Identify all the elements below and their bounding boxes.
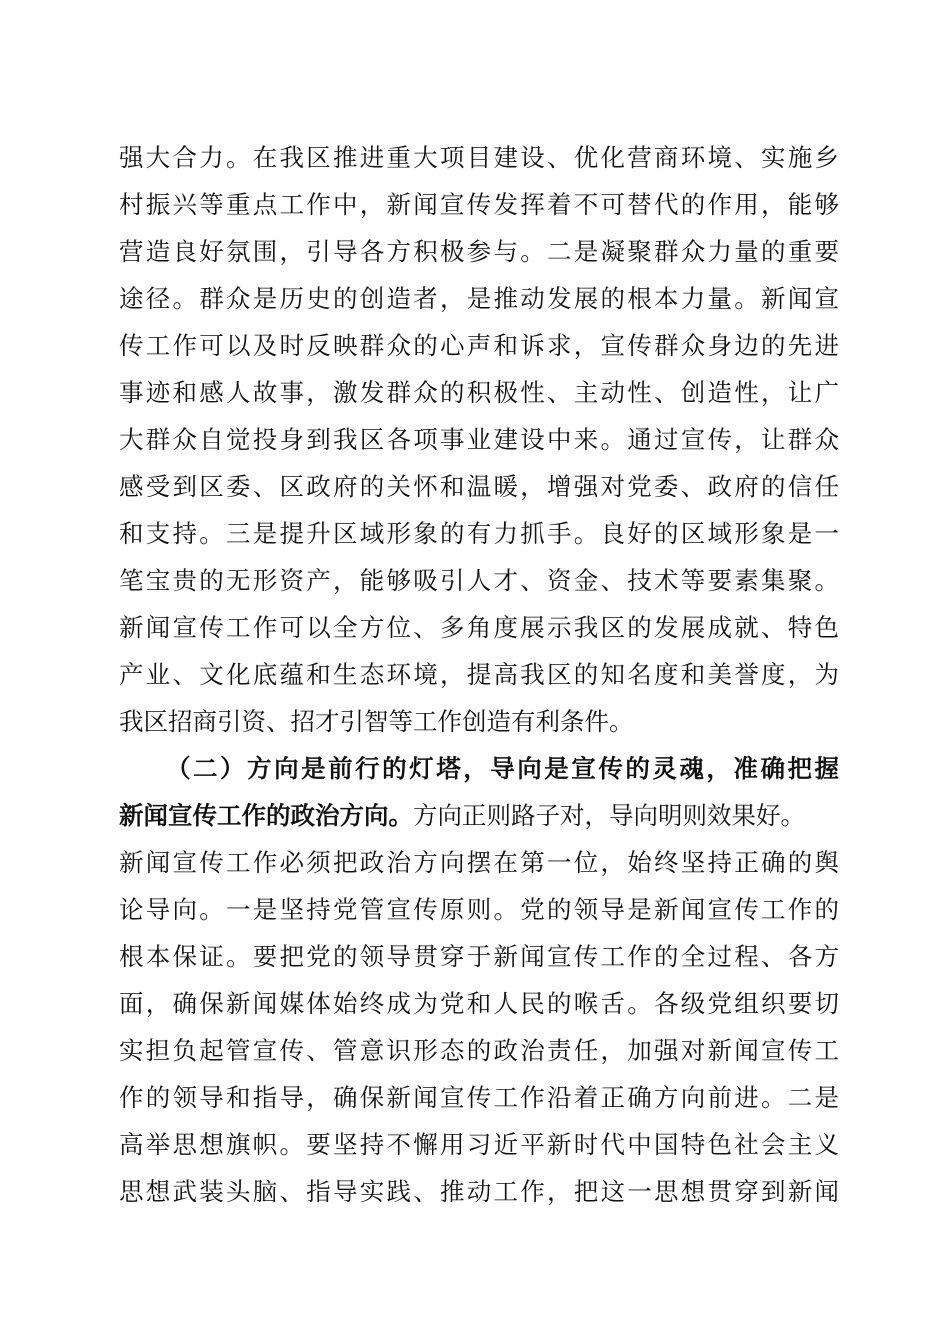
- text-line: 我区招商引资、招才引智等工作创造有利条件。: [119, 707, 634, 736]
- text-line: 感受到区委、区政府的关怀和温暖，增强对党委、政府的信任: [119, 472, 839, 501]
- text-line: 强大合力。在我区推进重大项目建设、优化营商环境、实施乡: [119, 143, 839, 172]
- text-line: 思想武装头脑、指导实践、推动工作，把这一思想贯穿到新闻: [119, 1177, 839, 1206]
- text-line: 事迹和感人故事，激发群众的积极性、主动性、创造性，让广: [119, 378, 839, 407]
- text-line: 实担负起管宣传、管意识形态的政治责任，加强对新闻宣传工: [119, 1036, 839, 1065]
- text-fragment: 方向正则路子对，导向明则效果好。: [413, 801, 805, 830]
- text-line: 笔宝贵的无形资产，能够吸引人才、资金、技术等要素集聚。: [119, 566, 839, 595]
- text-line: 论导向。一是坚持党管宣传原则。党的领导是新闻宣传工作的: [119, 895, 839, 924]
- text-line: 根本保证。要把党的领导贯穿于新闻宣传工作的全过程、各方: [119, 942, 839, 971]
- text-line: 作的领导和指导，确保新闻宣传工作沿着正确方向前进。二是: [119, 1083, 839, 1112]
- text-line: 面，确保新闻媒体始终成为党和人民的喉舌。各级党组织要切: [119, 989, 839, 1018]
- text-line: 营造良好氛围，引导各方积极参与。二是凝聚群众力量的重要: [119, 237, 839, 266]
- text-line: 产业、文化底蕴和生态环境，提高我区的知名度和美誉度，为: [119, 660, 839, 689]
- text-line: 村振兴等重点工作中，新闻宣传发挥着不可替代的作用，能够: [119, 190, 839, 219]
- text-line: 途径。群众是历史的创造者，是推动发展的根本力量。新闻宣: [119, 284, 839, 313]
- text-line: 新闻宣传工作必须把政治方向摆在第一位，始终坚持正确的舆: [119, 848, 839, 877]
- text-line: 大群众自觉投身到我区各项事业建设中来。通过宣传，让群众: [119, 425, 839, 454]
- text-line: 新闻宣传工作可以全方位、多角度展示我区的发展成就、特色: [119, 613, 839, 642]
- section-heading-continuation: [119, 796, 839, 836]
- text-line: 传工作可以及时反映群众的心声和诉求，宣传群众身边的先进: [119, 331, 839, 360]
- text-line: 和支持。三是提升区域形象的有力抓手。良好的区域形象是一: [119, 519, 839, 548]
- section-heading-line: （二）方向是前行的灯塔，导向是宣传的灵魂，准确把握: [166, 754, 839, 783]
- section-heading-tail: 新闻宣传工作的政治方向。: [119, 801, 413, 830]
- text-line: 高举思想旗帜。要坚持不懈用习近平新时代中国特色社会主义: [119, 1130, 839, 1159]
